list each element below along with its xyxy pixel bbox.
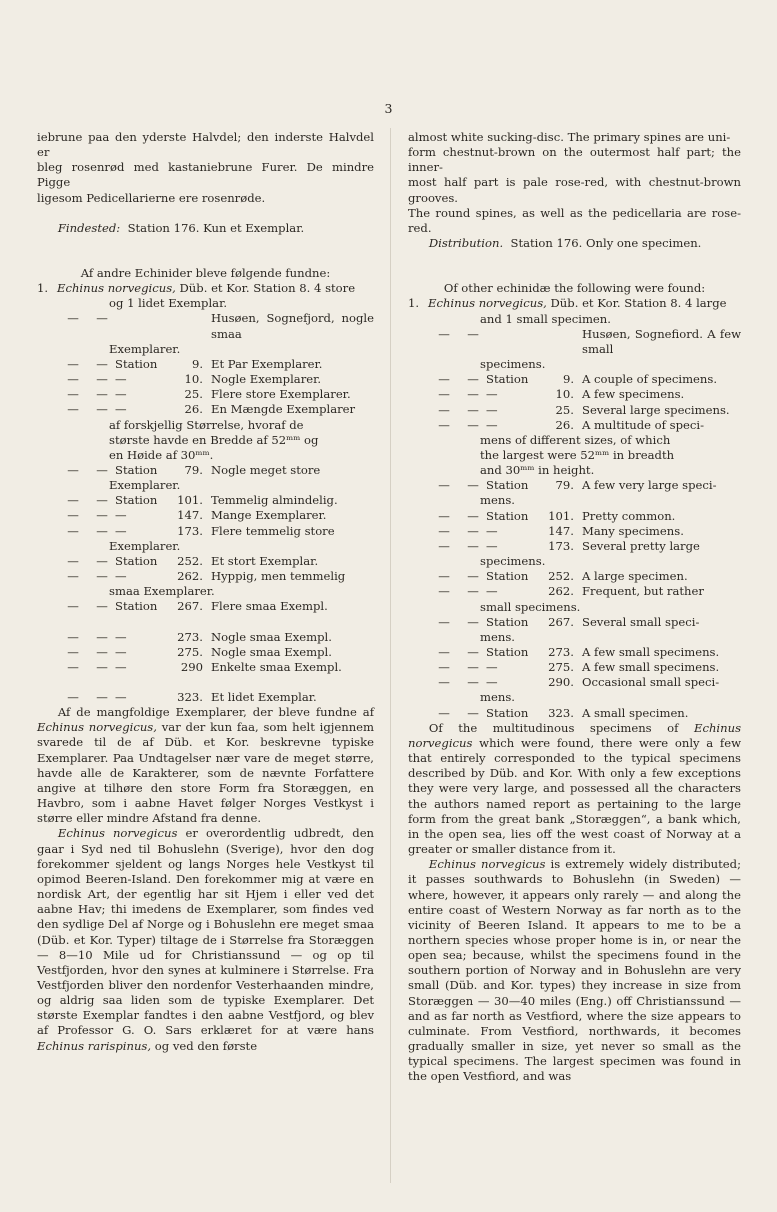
entry-num: 273. bbox=[548, 645, 574, 659]
entry-row bbox=[37, 463, 374, 478]
entry-num: 9. bbox=[562, 372, 574, 387]
entry-indent bbox=[37, 524, 57, 539]
entry-text: Occasional small speci- bbox=[582, 675, 720, 690]
entry-row bbox=[408, 403, 741, 418]
entry-row bbox=[37, 524, 374, 539]
entry-row bbox=[408, 615, 741, 630]
entry-d2: — bbox=[96, 402, 108, 417]
entry-d1: — bbox=[67, 311, 79, 326]
species-name: Echinus norvegicus, bbox=[57, 281, 176, 296]
entry-continuation: and 30ᵐᵐ in height. bbox=[480, 463, 595, 478]
entry-st: — bbox=[115, 629, 127, 644]
entry-row bbox=[37, 493, 374, 508]
entry-indent bbox=[37, 508, 57, 523]
entry-text: Mange Exemplarer. bbox=[211, 508, 327, 523]
entry-d1: — bbox=[438, 584, 450, 599]
entry-st: — bbox=[115, 690, 127, 704]
entry-d2: — bbox=[96, 629, 108, 644]
entry-text: Husøen, Sognefjord, nogle smaa bbox=[211, 311, 374, 341]
entry-num: 252. bbox=[177, 553, 203, 568]
entry-d1: — bbox=[438, 508, 450, 523]
entry-d2: — bbox=[96, 462, 108, 477]
locality-text: Station 176. Kun et Exemplar. bbox=[127, 220, 305, 235]
paragraph-1 bbox=[408, 721, 741, 857]
entry-text: Hyppig, men temmelig bbox=[211, 569, 346, 584]
first-entry-cont: og 1 lidet Exemplar. bbox=[109, 296, 228, 311]
entry-st: — bbox=[115, 387, 127, 402]
entry-indent bbox=[408, 403, 428, 418]
species-name: Echinus norvegicus, bbox=[428, 296, 547, 311]
entry-indent bbox=[37, 402, 57, 417]
entry-text: Nogle smaa Exempl. bbox=[211, 644, 332, 659]
entry-text: A small specimen. bbox=[582, 705, 689, 720]
entry-row bbox=[37, 508, 374, 523]
other-heading: Of other echinidæ the following were found: bbox=[443, 281, 706, 296]
entry-row bbox=[408, 478, 741, 493]
entry-num: 323. bbox=[548, 705, 574, 720]
intro-line: form chestnut-brown on the outermost half part; the inner- bbox=[408, 145, 741, 175]
left-column bbox=[37, 130, 374, 1054]
entry-continuation: mens of different sizes, of which bbox=[480, 432, 671, 447]
entry-num: 10. bbox=[184, 372, 203, 387]
entry-continuation: mens. bbox=[480, 493, 515, 508]
entry-indent bbox=[37, 387, 57, 402]
entry-text: Pretty common. bbox=[582, 508, 676, 523]
entry-d2: — bbox=[467, 372, 479, 387]
entry-row bbox=[408, 645, 741, 660]
species-italic: Echinus rarispinus, bbox=[37, 1038, 152, 1053]
entry-num bbox=[540, 327, 582, 357]
entry-d2: — bbox=[96, 659, 108, 674]
entry-num: 262. bbox=[548, 584, 574, 599]
entry-indent bbox=[408, 569, 428, 584]
entry-text: Flere store Exemplarer. bbox=[211, 387, 351, 402]
entry-d1: — bbox=[438, 645, 450, 659]
entry-d2: — bbox=[96, 599, 108, 614]
entry-d2: — bbox=[467, 584, 479, 599]
entry-continuation: small specimens. bbox=[480, 599, 581, 614]
locality-line bbox=[408, 236, 741, 251]
entry-num: 262. bbox=[177, 569, 203, 584]
entry-st: — bbox=[115, 659, 127, 674]
entry-indent bbox=[37, 554, 57, 569]
entry-d2: — bbox=[467, 326, 479, 341]
entry-row bbox=[408, 584, 741, 599]
entry-indent bbox=[408, 524, 428, 539]
entry-num: 25. bbox=[184, 387, 203, 402]
entry-row bbox=[37, 402, 374, 417]
column-divider bbox=[390, 128, 391, 1183]
entry-d2: — bbox=[467, 508, 479, 523]
entry-continuation: smaa Exemplarer. bbox=[109, 584, 215, 599]
entry-d1: — bbox=[67, 569, 79, 584]
entry-text: Nogle smaa Exempl. bbox=[211, 629, 332, 644]
entry-d2: — bbox=[467, 675, 479, 690]
entry-st: — bbox=[486, 387, 498, 402]
species-italic: Echinus norvegicus bbox=[408, 720, 742, 750]
entry-st: — bbox=[115, 402, 127, 417]
entry-st: — bbox=[115, 372, 127, 387]
entry-text: Enkelte smaa Exempl. bbox=[211, 659, 342, 674]
entry-st: — bbox=[115, 569, 127, 584]
species-italic: Echinus norvegicus, bbox=[37, 720, 157, 735]
entry-continuation: af forskjellig Størrelse, hvoraf de bbox=[109, 417, 304, 432]
entry-text: Many specimens. bbox=[582, 523, 684, 538]
entry-d1: — bbox=[438, 372, 450, 387]
paragraph-2 bbox=[37, 826, 374, 1053]
entry-st: — bbox=[486, 538, 498, 553]
entry-text: Several pretty large bbox=[582, 538, 700, 553]
entry-st: — bbox=[486, 402, 498, 417]
right-column bbox=[408, 130, 741, 1085]
entry-st: — bbox=[486, 660, 498, 675]
entry-d1: — bbox=[67, 372, 79, 387]
entry-st: Station bbox=[486, 705, 529, 720]
entry-indent bbox=[408, 706, 428, 721]
entry-d2: — bbox=[96, 690, 108, 704]
entry-num: 275. bbox=[177, 644, 203, 659]
entry-continuation: specimens. bbox=[480, 554, 546, 569]
entry-d2: — bbox=[96, 387, 108, 402]
entry-st: Station bbox=[486, 508, 529, 523]
entry-num: 10. bbox=[555, 387, 574, 402]
entry-d2: — bbox=[467, 705, 479, 720]
entry-text: Flere smaa Exempl. bbox=[211, 599, 328, 614]
first-entry-cont: and 1 small specimen. bbox=[480, 311, 611, 326]
entry-num: 267. bbox=[177, 599, 203, 614]
intro-line: most half part is pale rose-red, with chestnut-brown grooves. bbox=[408, 175, 741, 205]
entry-d2: — bbox=[467, 478, 479, 493]
entry-text: Husøen, Sognefiord. A few small bbox=[582, 326, 741, 356]
entry-st: Station bbox=[486, 372, 529, 387]
entry-list bbox=[408, 327, 741, 721]
entry-continuation bbox=[37, 615, 374, 630]
intro-paragraph bbox=[37, 130, 374, 206]
entry-st: — bbox=[486, 675, 498, 690]
entry-continuation: Exemplarer. bbox=[109, 341, 181, 356]
intro-line: The round spines, as well as the pedicellaria are rose-red. bbox=[408, 205, 741, 235]
entry-text: Nogle meget store bbox=[211, 462, 321, 477]
para-text: var der kun faa, som helt igjennem svarede til de af Düb. et Kor. beskrevne typiske Exemplarer. Paa Undtagelser nær vare de meget større, havde alle de Karakterer, som de nævnte Forfattere angive at tilhøre den store Form fra Storæggen, en Havbro, som i aabne Havet følger Norges Vestkyst i større eller mindre Afstand fra denne. bbox=[37, 720, 375, 826]
entry-continuation: Exemplarer. bbox=[109, 478, 181, 493]
entry-indent bbox=[408, 418, 428, 433]
entry-indent bbox=[408, 539, 428, 554]
entry-num: 173. bbox=[548, 538, 574, 553]
locality-label: Distribution. bbox=[428, 236, 504, 251]
entry-row bbox=[37, 660, 374, 675]
entry-st: Station bbox=[115, 462, 158, 477]
entry-num: 79. bbox=[184, 462, 203, 477]
entry-indent bbox=[408, 645, 428, 660]
entry-d2: — bbox=[467, 614, 479, 629]
entry-d2: — bbox=[96, 553, 108, 568]
entry-d1: — bbox=[67, 523, 79, 538]
entry-st: Station bbox=[486, 569, 529, 584]
entry-d1: — bbox=[67, 387, 79, 402]
species-italic: Echinus norvegicus bbox=[57, 826, 178, 841]
entry-row bbox=[408, 524, 741, 539]
entry-d1: — bbox=[438, 387, 450, 402]
entry-d1: — bbox=[438, 402, 450, 417]
entry-d1: — bbox=[438, 705, 450, 720]
entry-indent bbox=[408, 387, 428, 402]
entry-row bbox=[37, 569, 374, 584]
entry-d2: — bbox=[96, 372, 108, 387]
entry-continuation: Exemplarer. bbox=[109, 538, 181, 553]
entry-num: 267. bbox=[548, 614, 574, 629]
entry-st: Station bbox=[486, 614, 529, 629]
entry-indent bbox=[37, 599, 57, 614]
paragraph-1 bbox=[37, 705, 374, 826]
entry-num: 323. bbox=[177, 690, 203, 704]
entry-row bbox=[37, 599, 374, 614]
entry-d1: — bbox=[67, 493, 79, 508]
entry-num: 147. bbox=[548, 523, 574, 538]
entry-indent bbox=[408, 615, 428, 630]
entry-d1: — bbox=[438, 523, 450, 538]
entry-indent bbox=[408, 509, 428, 524]
entry-indent bbox=[37, 311, 57, 341]
entry-d1: — bbox=[67, 508, 79, 523]
entry-indent bbox=[37, 357, 57, 372]
entry-d1: — bbox=[438, 675, 450, 690]
entry-num: 25. bbox=[555, 402, 574, 417]
entry-row bbox=[37, 311, 374, 341]
entry-d2: — bbox=[96, 311, 108, 326]
entry-row bbox=[37, 357, 374, 372]
entry-d1: — bbox=[438, 417, 450, 432]
entry-st: — bbox=[486, 523, 498, 538]
entry-continuation: mens. bbox=[480, 629, 515, 644]
entry-indent bbox=[408, 660, 428, 675]
para-text: Af de mangfoldige Exemplarer, der bleve fundne af bbox=[57, 705, 374, 720]
entry-d1: — bbox=[438, 538, 450, 553]
entry-num: 101. bbox=[548, 508, 574, 523]
entry-text: Et lidet Exemplar. bbox=[211, 690, 317, 704]
entry-indent bbox=[408, 675, 428, 690]
entry-d1: — bbox=[67, 553, 79, 568]
entry-d1: — bbox=[438, 660, 450, 675]
intro-line: iebrune paa den yderste Halvdel; den inderste Halvdel er bbox=[37, 130, 374, 160]
entry-text: Several small speci- bbox=[582, 614, 700, 629]
species-number: 1. bbox=[408, 296, 420, 311]
entry-st: — bbox=[486, 584, 498, 599]
entry-text: A large specimen. bbox=[582, 569, 688, 584]
entry-num: 290 bbox=[180, 659, 203, 674]
entry-d2: — bbox=[467, 402, 479, 417]
entry-row bbox=[408, 660, 741, 675]
entry-d2: — bbox=[467, 387, 479, 402]
other-heading: Af andre Echinider bleve følgende fundne: bbox=[80, 265, 331, 280]
entry-st: Station bbox=[486, 478, 529, 493]
entry-indent bbox=[37, 645, 57, 660]
locality-text: Station 176. Only one specimen. bbox=[510, 236, 702, 251]
entry-d2: — bbox=[467, 538, 479, 553]
entry-d2: — bbox=[96, 569, 108, 584]
entry-d1: — bbox=[67, 402, 79, 417]
entry-d2: — bbox=[96, 523, 108, 538]
entry-indent bbox=[37, 463, 57, 478]
entry-row bbox=[408, 372, 741, 387]
entry-row bbox=[37, 372, 374, 387]
entry-st bbox=[486, 327, 540, 357]
first-entry: Düb. et Kor. Station 8. 4 large bbox=[550, 296, 727, 311]
entry-row bbox=[37, 554, 374, 569]
entry-d1: — bbox=[67, 690, 79, 704]
entry-st: Station bbox=[115, 493, 158, 508]
entry-d2: — bbox=[467, 569, 479, 584]
entry-d2: — bbox=[467, 645, 479, 659]
entry-row bbox=[408, 509, 741, 524]
entry-text: Et stort Exemplar. bbox=[211, 553, 319, 568]
entry-continuation: største havde en Bredde af 52ᵐᵐ og bbox=[109, 432, 319, 447]
para-text: which were found, there were only a few that entirely corresponded to the typical specimens described by Düb. and Kor. With only a few exceptions they were very large, and possessed all the characters the authors named report as pertaining to the large form from the great bank „Storæggen“, a bank which, in the open sea, lies off the west coast of Norway at a greater or smaller distance from it. bbox=[408, 735, 741, 857]
entry-indent bbox=[37, 372, 57, 387]
entry-continuation: mens. bbox=[480, 690, 515, 705]
entry-num: 273. bbox=[177, 629, 203, 644]
entry-st: Station bbox=[115, 553, 158, 568]
entry-row bbox=[37, 690, 374, 705]
entry-d2: — bbox=[467, 523, 479, 538]
species-italic: Echinus norvegicus bbox=[428, 857, 546, 872]
entry-row bbox=[408, 387, 741, 402]
entry-d1: — bbox=[67, 644, 79, 659]
entry-indent bbox=[37, 630, 57, 645]
entry-row bbox=[408, 675, 741, 690]
entry-continuation: the largest were 52ᵐᵐ in breadth bbox=[480, 447, 675, 462]
entry-row bbox=[37, 387, 374, 402]
entry-d1: — bbox=[67, 356, 79, 371]
entry-text: Et Par Exemplarer. bbox=[211, 356, 323, 371]
entry-d1: — bbox=[438, 569, 450, 584]
entry-text: A few specimens. bbox=[582, 387, 685, 402]
para-text: er overordentlig udbredt, den gaar i Syd ned til Bohuslehn (Sverige), hvor den dog forekommer sjeldent og langs Norges hele Vestkyst til opimod Beeren-Island. Den forekommer mig at være en nordisk Art, der egentlig har sit Hjem i eller ved det aabne Hav; thi imedens de Exemplarer, som findes ved den sydlige Del af Norge og i Bohuslehn ere meget smaa (Düb. et Kor. Typer) tiltage de i Størrelse fra Storæggen — 8—10 Mile ud for Christianssund — og op til Vestfjorden, hvor den synes at kulminere i Størrelse. Fra Vestfjorden bliver den nordenfor Vesterhaanden mindre, og aldrig saa liden som de typiske Exemplarer. Det største Exemplar fandtes i den aabne Vestfjord, og blev af Professor G. O. Sars erklæret for at være hans bbox=[37, 826, 375, 1038]
entry-continuation: en Høide af 30ᵐᵐ. bbox=[109, 447, 214, 462]
entry-text: A few very large speci- bbox=[582, 478, 717, 493]
entry-text: A couple of specimens. bbox=[582, 372, 718, 387]
entry-d1: — bbox=[438, 326, 450, 341]
entry-st: Station bbox=[115, 599, 158, 614]
entry-st: — bbox=[115, 508, 127, 523]
entry-row bbox=[37, 630, 374, 645]
para-text: og ved den første bbox=[154, 1038, 258, 1053]
entry-d2: — bbox=[96, 508, 108, 523]
species-number: 1. bbox=[37, 281, 49, 296]
entry-d1: — bbox=[438, 478, 450, 493]
entry-num: 101. bbox=[177, 493, 203, 508]
entry-indent bbox=[408, 327, 428, 357]
entry-indent bbox=[408, 372, 428, 387]
entry-row bbox=[37, 645, 374, 660]
entry-text: Flere temmelig store bbox=[211, 523, 335, 538]
entry-st: Station bbox=[115, 356, 158, 371]
entry-num: 79. bbox=[555, 478, 574, 493]
entry-indent bbox=[37, 660, 57, 675]
entry-text: Several large specimens. bbox=[582, 402, 730, 417]
entry-d2: — bbox=[96, 493, 108, 508]
entry-indent bbox=[408, 584, 428, 599]
entry-d2: — bbox=[467, 417, 479, 432]
entry-text: A few small specimens. bbox=[582, 645, 720, 659]
entry-st: — bbox=[115, 523, 127, 538]
para-text: is extremely widely distributed; it passes southwards to Bohuslehn (in Sweden) — where, however, it appears only rarely — and along the entire coast of Western Norway as far north as to the vicinity of Beeren Island. It appears to me to be a northern species whose proper home is in, or near the open sea; because, whilst the specimens found in the southern portion of Norway and in Bohuslehn are very small (Düb. and Kor. types) they increase in size from Storæggen — 30—40 miles (Eng.) off Christianssund — and as far north as Vestfiord, where the size appears to culminate. From Vestfiord, northwards, it becomes gradually smaller in size, yet never so small as the typical specimens. The largest specimen was found in the open Vestfiord, and was bbox=[408, 857, 741, 1084]
entry-text: En Mængde Exemplarer bbox=[211, 402, 356, 417]
entry-num: 9. bbox=[191, 356, 203, 371]
entry-d1: — bbox=[67, 659, 79, 674]
entry-row bbox=[408, 327, 741, 357]
entry-num: 252. bbox=[548, 569, 574, 584]
intro-line: almost white sucking-disc. The primary spines are uni- bbox=[408, 130, 731, 144]
entry-d1: — bbox=[438, 614, 450, 629]
entry-st: — bbox=[115, 644, 127, 659]
page-number: 3 bbox=[384, 101, 393, 116]
entry-st: Station bbox=[486, 645, 529, 659]
entry-indent bbox=[37, 493, 57, 508]
entry-text: Nogle Exemplarer. bbox=[211, 372, 322, 387]
entry-st bbox=[115, 311, 169, 341]
entry-d1: — bbox=[67, 599, 79, 614]
entry-text: A few small specimens. bbox=[582, 660, 720, 675]
entry-num: 26. bbox=[555, 417, 574, 432]
entry-indent bbox=[37, 569, 57, 584]
entry-indent bbox=[37, 690, 57, 705]
entry-row bbox=[408, 569, 741, 584]
entry-d2: — bbox=[96, 644, 108, 659]
entry-text: Frequent, but rather bbox=[582, 584, 704, 599]
intro-line: ligesom Pedicellarierne ere rosenrøde. bbox=[37, 190, 266, 205]
entry-row bbox=[408, 539, 741, 554]
entry-num: 26. bbox=[184, 402, 203, 417]
locality-label: Findested: bbox=[57, 220, 121, 235]
species-first-row bbox=[37, 281, 374, 296]
entry-num: 147. bbox=[177, 508, 203, 523]
entry-num: 275. bbox=[548, 660, 574, 675]
intro-line: bleg rosenrød med kastaniebrune Furer. De mindre Pigge bbox=[37, 160, 374, 190]
paragraph-2 bbox=[408, 857, 741, 1084]
entry-text: A multitude of speci- bbox=[582, 417, 704, 432]
entry-indent bbox=[408, 478, 428, 493]
entry-num bbox=[169, 311, 211, 341]
entry-d2: — bbox=[467, 660, 479, 675]
entry-row bbox=[408, 418, 741, 433]
first-entry: Düb. et Kor. Station 8. 4 store bbox=[179, 281, 356, 296]
para-text: Of the multitudinous specimens of bbox=[428, 720, 679, 735]
entry-num: 290. bbox=[548, 675, 574, 690]
entry-list bbox=[37, 311, 374, 705]
entry-num: 173. bbox=[177, 523, 203, 538]
intro-paragraph bbox=[408, 130, 741, 236]
entry-row bbox=[408, 706, 741, 721]
entry-d2: — bbox=[96, 356, 108, 371]
entry-continuation bbox=[37, 675, 374, 690]
entry-d1: — bbox=[67, 629, 79, 644]
species-first-row bbox=[408, 296, 741, 311]
locality-line bbox=[37, 221, 374, 236]
entry-st: — bbox=[486, 417, 498, 432]
entry-continuation: specimens. bbox=[480, 357, 546, 372]
entry-text: Temmelig almindelig. bbox=[211, 493, 338, 508]
entry-d1: — bbox=[67, 462, 79, 477]
